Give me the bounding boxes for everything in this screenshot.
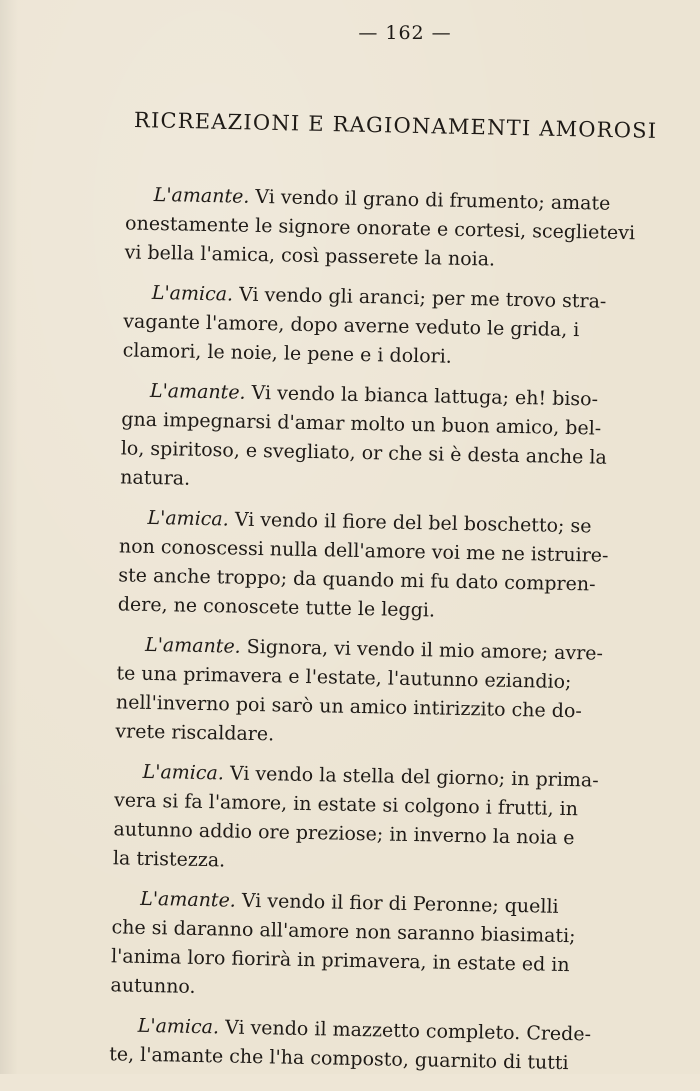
text-line: che si daranno all'amore non saranno biasimati; <box>111 916 576 948</box>
text-line: la tristezza. <box>112 847 226 872</box>
speaker-label: L'amica. <box>147 506 229 531</box>
text-line: te una primavera e l'estate, l'autunno eziandio; <box>116 662 572 694</box>
page-number: — 162 — <box>358 22 452 44</box>
paragraph <box>0 276 698 376</box>
text-line: non conoscessi nulla dell'amore voi me ne istruire- <box>118 535 609 567</box>
text-line: vera si fa l'amore, in estate si colgono i frutti, in <box>113 789 579 821</box>
paragraph <box>0 755 689 884</box>
text-line: vrete riscaldare. <box>115 720 275 746</box>
text-line: te, l'amante che l'ha composto, guarnito di tutti <box>108 1043 569 1075</box>
text-line: vi bella l'amica, così passerete la noia. <box>124 241 496 271</box>
line-text: Vi vendo la stella del giorno; in prima- <box>223 762 599 792</box>
paragraph <box>0 374 696 503</box>
text-line: vagante l'amore, dopo averne veduto le grida, i <box>123 310 580 342</box>
text-line: clamori, le noie, le pene e i dolori. <box>122 339 453 368</box>
speaker-label: L'amante. <box>144 633 241 658</box>
text-line: onestamente le signore onorate e cortesi, sceglietevi <box>124 212 636 245</box>
speaker-label: L'amica. <box>151 281 234 306</box>
speaker-label: L'amica. <box>137 1014 220 1039</box>
line-text: Vi vendo il fior di Peronne; quelli <box>235 889 559 918</box>
line-text: Vi vendo la bianca lattuga; eh! biso- <box>245 381 599 411</box>
speaker-label: L'amica. <box>142 760 225 785</box>
line-text: Signora, vi vendo il mio amore; avre- <box>240 635 604 665</box>
text-line: dere, ne conoscete tutte le leggi. <box>117 593 436 622</box>
text-line: l'anima loro fiorirà in primavera, in estate ed in <box>110 945 570 977</box>
text-line: ste anche troppo; da quando mi fu dato compren- <box>118 564 596 596</box>
line-text: Vi vendo gli aranci; per me trovo stra- <box>232 283 607 313</box>
paragraph <box>0 501 694 630</box>
body-text <box>0 178 700 1091</box>
text-line: lo, spiritoso, e svegliato, or che si è desta anche la <box>120 437 608 469</box>
paragraph <box>0 178 700 278</box>
text-line: natura. <box>120 466 191 490</box>
paragraph <box>0 628 691 757</box>
paragraph <box>0 1009 684 1080</box>
speaker-label: L'amante. <box>139 887 237 912</box>
text-line: gna impegnarsi d'amar molto un buon amico, bel- <box>121 408 602 440</box>
chapter-title: RICREAZIONI E RAGIONAMENTI AMOROSI <box>133 108 658 143</box>
text-line: autunno addio ore preziose; in inverno la noia e <box>113 818 575 850</box>
line-text: Vi vendo il fiore del bel boschetto; se <box>228 508 592 538</box>
line-text: Vi vendo il mazzetto completo. Crede- <box>218 1016 592 1046</box>
text-line: nell'inverno poi sarò un amico intirizzito che do- <box>115 691 583 723</box>
speaker-label: L'amante. <box>149 379 246 404</box>
text-line: autunno. <box>110 974 196 998</box>
paragraph <box>0 882 686 1011</box>
line-text: Vi vendo il grano di frumento; amate <box>249 185 611 215</box>
speaker-label: L'amante. <box>153 183 250 208</box>
